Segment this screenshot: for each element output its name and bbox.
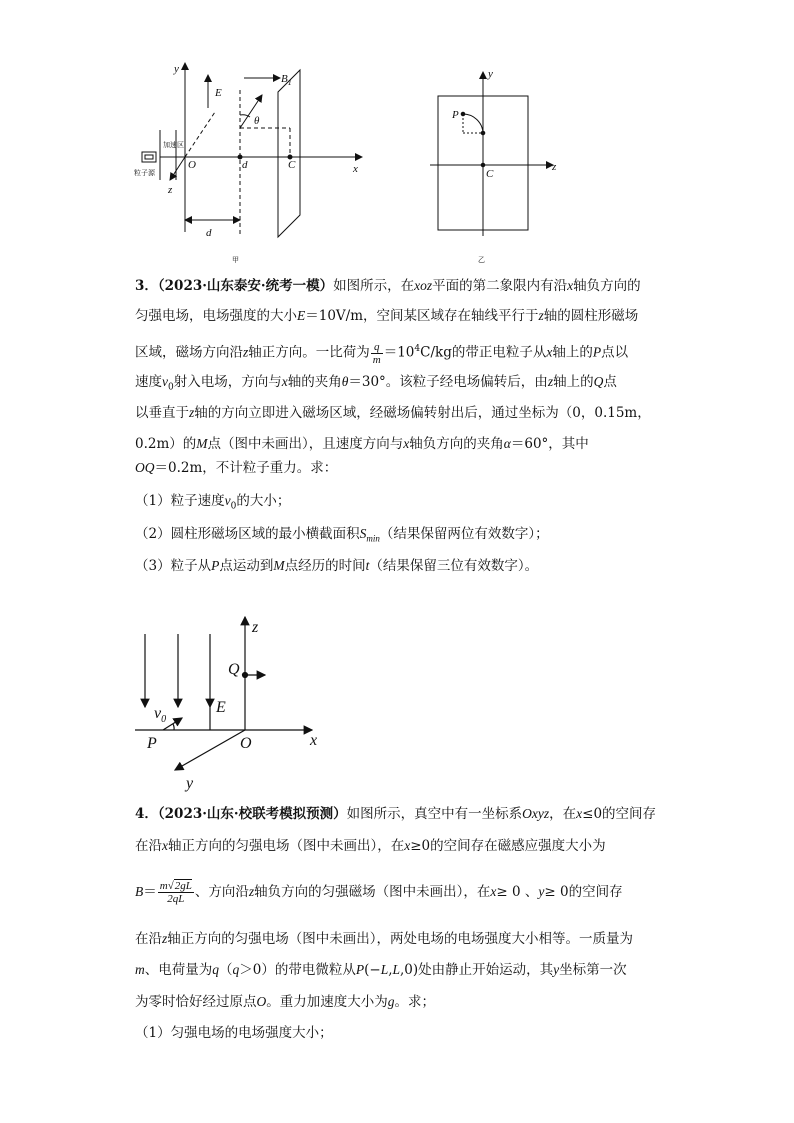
q3-text: ＝0.2m，不计粒子重力。求： bbox=[154, 460, 338, 476]
yi-y-label: y bbox=[488, 68, 493, 80]
q4-text: 轴正方向的匀强电场（图中未画出），两处电场的电场强度大小相等。一质量为 bbox=[167, 931, 634, 947]
q4-subq-1 bbox=[135, 1023, 333, 1043]
q3-text: ＝30°。该粒子经电场偏转后，由 bbox=[348, 374, 548, 390]
q3-var: Q bbox=[593, 374, 604, 389]
q4-number: 4． bbox=[135, 806, 158, 822]
q4-var: P bbox=[355, 962, 365, 977]
figure-2 bbox=[130, 612, 330, 792]
q4-text: 如图所示，真空中有一坐标系 bbox=[346, 806, 523, 822]
q4-var: z bbox=[162, 931, 168, 946]
q3-subq-2 bbox=[135, 524, 549, 549]
q3-text: 轴上的 bbox=[553, 374, 594, 390]
b-label: $B_1$ bbox=[281, 73, 292, 87]
q4-line-1 bbox=[135, 804, 656, 824]
screen-plate bbox=[278, 70, 300, 237]
fig2-q-label: Q bbox=[228, 661, 240, 678]
q4-var: z bbox=[248, 884, 255, 899]
q4-var: y bbox=[553, 962, 560, 977]
q4-line-4 bbox=[135, 929, 633, 949]
z-axis-line bbox=[170, 157, 185, 180]
q4-var: x bbox=[576, 806, 583, 821]
q3-var: θ bbox=[341, 374, 349, 389]
q4-text: (− bbox=[364, 962, 381, 978]
q3-subscript: 0 bbox=[230, 501, 237, 512]
fig2-p-label: P bbox=[147, 735, 157, 752]
q4-var: g bbox=[387, 994, 395, 1009]
q4-var: L bbox=[392, 962, 401, 977]
q4-line-6 bbox=[135, 992, 435, 1012]
q3-text: 平面的第二象限内有沿 bbox=[432, 278, 568, 294]
q4-text: ,0) bbox=[400, 962, 419, 978]
q4-text: 。求； bbox=[394, 994, 435, 1010]
caption-yi: 乙 bbox=[478, 256, 485, 264]
q4-b-fraction: $\frac{m√2gL}{2qL}$ bbox=[159, 880, 192, 905]
q4-text: 在沿 bbox=[135, 838, 162, 854]
q3-text: （结果保留两位有效数字）； bbox=[379, 526, 549, 542]
q3-var: x bbox=[567, 278, 574, 293]
c-label: C bbox=[288, 159, 296, 171]
q3-text: 轴负方向的 bbox=[573, 278, 641, 294]
q3-var: S bbox=[359, 526, 367, 541]
q3-var: P bbox=[592, 344, 602, 360]
q4-var: q bbox=[232, 962, 240, 977]
axis-y-label: y bbox=[174, 63, 179, 75]
q3-text: 点以 bbox=[601, 344, 629, 361]
q4-text: 。重力加速度大小为 bbox=[266, 994, 388, 1010]
q3-text: 射入电场，方向与 bbox=[173, 374, 282, 390]
yi-c-label: C bbox=[486, 168, 494, 180]
theta-label: θ bbox=[254, 115, 260, 127]
q3-var: x bbox=[546, 344, 553, 360]
q4-text: ，在 bbox=[549, 806, 577, 822]
q4-var: m bbox=[135, 962, 145, 977]
q3-line-2 bbox=[135, 306, 638, 326]
q3-subscript: 0 bbox=[168, 382, 174, 393]
q3-line-1 bbox=[135, 276, 641, 296]
diagram-jia bbox=[142, 63, 362, 237]
q3-var: z bbox=[547, 374, 554, 389]
q4-text: ≥0的空间存在磁感应强度大小为 bbox=[410, 838, 606, 854]
q3-var: v bbox=[224, 493, 231, 508]
q3-text: 轴负方向的夹角 bbox=[409, 436, 504, 452]
d-dim-label: d bbox=[206, 227, 212, 239]
q3-exponent: 4 bbox=[414, 344, 421, 354]
q3-var: x bbox=[281, 374, 288, 389]
q3-text: 轴的圆柱形磁场 bbox=[543, 308, 639, 324]
q4-var: x bbox=[490, 884, 497, 899]
q3-text: 速度 bbox=[135, 374, 162, 390]
q4-text: 在沿 bbox=[135, 931, 162, 947]
q4-line-3 bbox=[135, 880, 623, 905]
fig2-y-label: y bbox=[186, 775, 194, 792]
q4-text: 处由静止开始运动，其 bbox=[418, 962, 554, 978]
figure-1 bbox=[0, 0, 794, 270]
q3-text: （2）圆柱形磁场区域的最小横截面积 bbox=[135, 526, 360, 542]
q4-var: x bbox=[162, 838, 168, 853]
q3-text: 轴正方向。一比荷为 bbox=[248, 344, 370, 361]
caption-jia: 甲 bbox=[232, 256, 239, 264]
q3-var: M bbox=[273, 558, 285, 573]
q3-text: （1）粒子速度 bbox=[135, 493, 225, 509]
q4-line-5 bbox=[135, 960, 627, 980]
fig2-z-label: z bbox=[252, 619, 259, 636]
fig2-o-label: O bbox=[240, 735, 252, 752]
q3-var: t bbox=[365, 558, 370, 573]
q3-text: 0.2m）的 bbox=[135, 436, 197, 452]
q4-source: （2023·山东·校联考模拟预测） bbox=[157, 806, 347, 822]
d-axis-label: d bbox=[242, 159, 248, 171]
q4-text: 坐标第一次 bbox=[559, 962, 627, 978]
q4-text: ＝ bbox=[143, 884, 157, 900]
q3-line-6 bbox=[135, 434, 589, 454]
diagram-yi bbox=[430, 72, 553, 236]
q3-var: z bbox=[538, 308, 544, 323]
q3-subq-3 bbox=[135, 556, 538, 576]
q3-var: z bbox=[243, 344, 249, 360]
y-axis-line-2 bbox=[175, 730, 245, 770]
q4-text: 轴负方向的匀强磁场（图中未画出），在 bbox=[254, 884, 491, 900]
q4-text: 、方向沿 bbox=[194, 884, 249, 900]
trajectory-arc bbox=[463, 114, 483, 133]
q4-text: , bbox=[388, 962, 393, 978]
q3-text: 点（图中未画出），且速度方向与 bbox=[207, 436, 404, 452]
q4-var: Oxyz bbox=[522, 806, 550, 821]
q4-text: （ bbox=[219, 962, 233, 978]
q4-text: ≥ 0的空间存 bbox=[544, 884, 623, 900]
q3-text: 轴的方向立即进入磁场区域，经磁场偏转射出后，通过坐标为（0，0.15m， bbox=[194, 405, 651, 421]
accel-label: 加速区 bbox=[163, 141, 184, 149]
q3-text: （结果保留三位有效数字）。 bbox=[369, 558, 539, 574]
q3-text: 点运动到 bbox=[219, 558, 274, 574]
q3-text: 如图所示，在 bbox=[333, 278, 415, 294]
q3-text: 轴上的 bbox=[552, 344, 593, 361]
q4-var: L bbox=[380, 962, 389, 977]
q3-text: 以垂直于 bbox=[135, 405, 189, 421]
q4-var: q bbox=[212, 962, 219, 977]
q3-var: x bbox=[403, 436, 410, 451]
fig2-e-label: E bbox=[216, 699, 226, 716]
origin-label: O bbox=[188, 159, 196, 171]
yi-p-label: P bbox=[452, 109, 459, 121]
q4-text: ≥ 0 、 bbox=[496, 884, 539, 900]
q3-text: 点经历的时间 bbox=[284, 558, 366, 574]
q3-text: 匀强电场，电场强度的大小 bbox=[135, 308, 297, 324]
fig2-v0-label: $v_0$ bbox=[154, 705, 167, 725]
q3-subscript: min bbox=[366, 533, 380, 544]
q4-text: 为零时恰好经过原点 bbox=[135, 994, 257, 1010]
q3-var: z bbox=[189, 405, 195, 420]
q3-text: 轴的夹角 bbox=[287, 374, 342, 390]
q4-text: 、电荷量为 bbox=[144, 962, 213, 978]
q3-text: C/kg的带正电粒子从 bbox=[420, 344, 547, 361]
q4-var: y bbox=[538, 884, 545, 899]
q4-var: O bbox=[256, 994, 267, 1009]
q3-text: ＝10V/m，空间某区域存在轴线平行于 bbox=[305, 308, 539, 324]
q4-text: ＞0）的带电微粒从 bbox=[239, 962, 356, 978]
fig2-x-label: x bbox=[310, 732, 318, 749]
q3-line-3 bbox=[135, 339, 628, 366]
q3-var: OQ bbox=[135, 460, 155, 475]
q4-var: x bbox=[404, 838, 411, 853]
q3-var: xoz bbox=[414, 278, 433, 293]
q3-var: M bbox=[196, 436, 208, 451]
q3-ratio-fraction: $\frac{q}{m}$ bbox=[372, 340, 381, 366]
particle-source-box bbox=[142, 152, 156, 162]
q3-var: P bbox=[211, 558, 220, 573]
q4-var: B bbox=[135, 884, 144, 899]
q3-text: （3）粒子从 bbox=[135, 558, 212, 574]
q3-line-4 bbox=[135, 372, 617, 398]
axis-z-label: z bbox=[168, 184, 173, 196]
q3-var: v bbox=[162, 374, 168, 389]
q3-text: 的大小； bbox=[236, 493, 291, 509]
q4-text: （1）匀强电场的电场强度大小； bbox=[135, 1025, 333, 1041]
q3-var: α bbox=[503, 436, 511, 451]
q3-number: 3． bbox=[135, 278, 158, 294]
q4-text: ≤0的空间存 bbox=[582, 806, 657, 822]
q3-source: （2023·山东泰安·统考一模） bbox=[157, 278, 334, 294]
axis-x-label: x bbox=[353, 163, 358, 175]
q3-var: E bbox=[297, 308, 306, 323]
q3-line-7 bbox=[135, 458, 337, 478]
q3-text: ＝10 bbox=[383, 344, 415, 361]
q3-text: 点 bbox=[603, 374, 617, 390]
q3-line-5 bbox=[135, 403, 651, 423]
q3-subq-1 bbox=[135, 491, 290, 517]
q3-text: ＝60°，其中 bbox=[510, 436, 589, 452]
q4-text: 轴正方向的匀强电场（图中未画出），在 bbox=[168, 838, 405, 854]
yi-z-label: z bbox=[552, 161, 557, 173]
e-label: E bbox=[215, 87, 222, 99]
source-label: 粒子源 bbox=[134, 169, 155, 177]
q4-line-2 bbox=[135, 836, 606, 856]
q3-text: 区域，磁场方向沿 bbox=[135, 344, 243, 361]
